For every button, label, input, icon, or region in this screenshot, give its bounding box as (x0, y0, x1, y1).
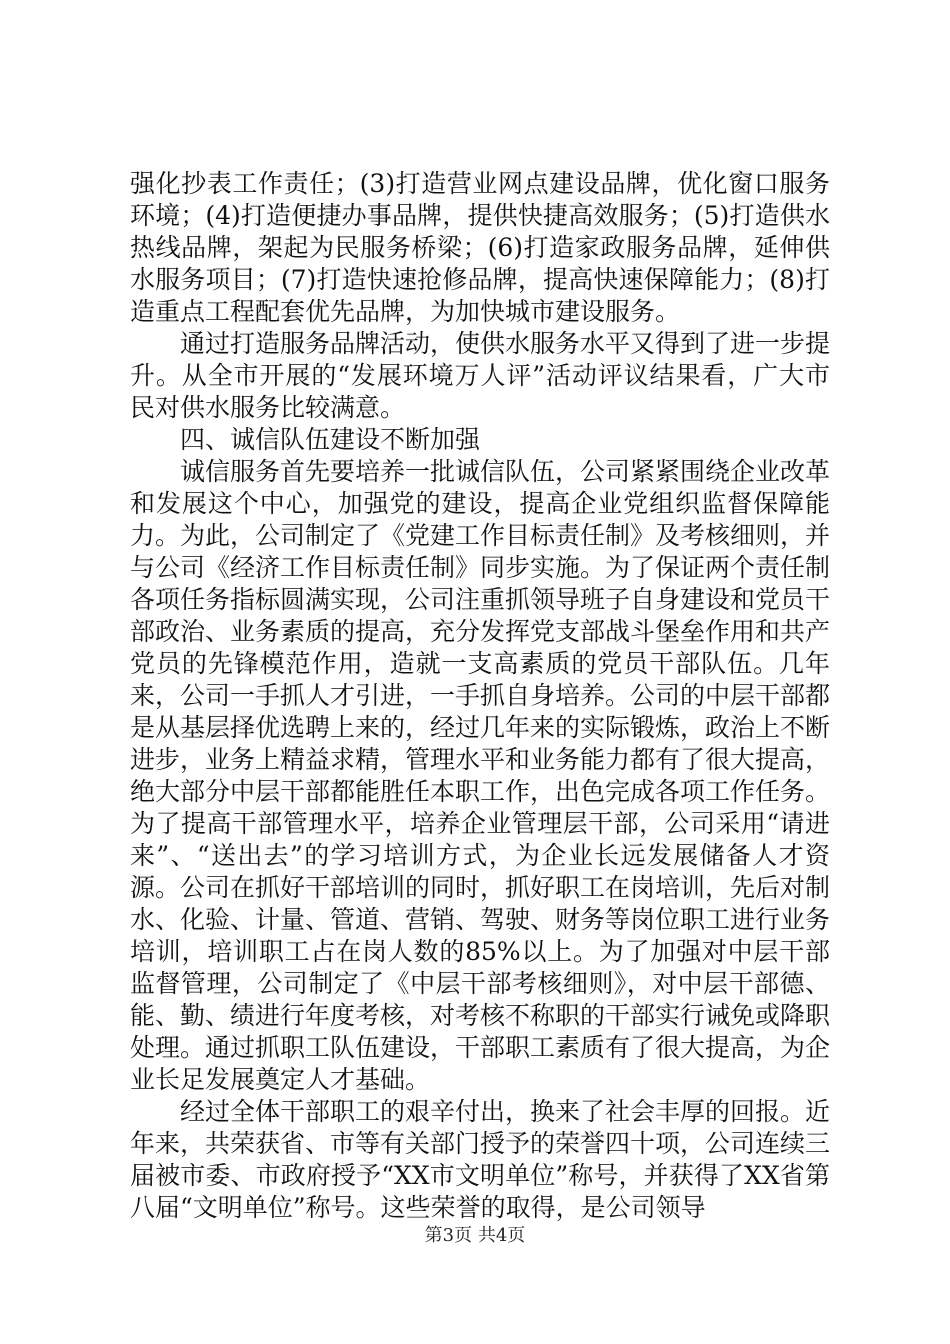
paragraph-service-result: 通过打造服务品牌活动，使供水服务水平又得到了进一步提升。从全市开展的“发展环境万人评”活动评议结果看，广大市民对供水服务比较满意。 (130, 329, 831, 422)
paragraph-honors: 经过全体干部职工的艰辛付出，换来了社会丰厚的回报。近年来，共荣获省、市等有关部门授予的荣誉四十项，公司连续三届被市委、市政府授予“XX市文明单位”称号，并获得了XX省第八届“文明单位”称号。这些荣誉的取得，是公司领导 (130, 1097, 831, 1222)
paragraph-team-building: 诚信服务首先要培养一批诚信队伍，公司紧紧围绕企业改革和发展这个中心，加强党的建设，提高企业党组织监督保障能力。为此，公司制定了《党建工作目标责任制》及考核细则，并与公司《经济工作目标责任制》同步实施。为了保证两个责任制各项任务指标圆满实现，公司注重抓领导班子自身建设和党员干部政治、业务素质的提高，充分发挥党支部战斗堡垒作用和共产党员的先锋模范作用，造就一支高素质的党员干部队伍。几年来，公司一手抓人才引进，一手抓自身培养。公司的中层干部都是从基层择优选聘上来的，经过几年来的实际锻炼，政治上不断进步，业务上精益求精，管理水平和业务能力都有了很大提高，绝大部分中层干部都能胜任本职工作，出色完成各项工作任务。为了提高干部管理水平，培养企业管理层干部，公司采用“请进来”、“送出去”的学习培训方式，为企业长远发展储备人才资源。公司在抓好干部培训的同时，抓好职工在岗培训，先后对制水、化验、计量、管道、营销、驾驶、财务等岗位职工进行业务培训，培训职工占在岗人数的85%以上。为了加强对中层干部监督管理，公司制定了《中层干部考核细则》，对中层干部德、能、勤、绩进行年度考核，对考核不称职的干部实行诫免或降职处理。通过抓职工队伍建设，干部职工素质有了很大提高，为企业长足发展奠定人才基础。 (130, 457, 831, 1094)
section-heading: 四、诚信队伍建设不断加强 (180, 425, 481, 454)
paragraph-brand-list: 强化抄表工作责任；(3)打造营业网点建设品牌，优化窗口服务环境；(4)打造便捷办事品牌，提供快捷高效服务；(5)打造供水热线品牌，架起为民服务桥梁；(6)打造家政服务品牌，延伸供水服务项目；(7)打造快速抢修品牌，提高快速保障能力；(8)打造重点工程配套优先品牌，为加快城市建设服务。 (130, 169, 830, 326)
page-footer: 第3页 共4页 (424, 1225, 526, 1246)
document-body (130, 168, 830, 1224)
